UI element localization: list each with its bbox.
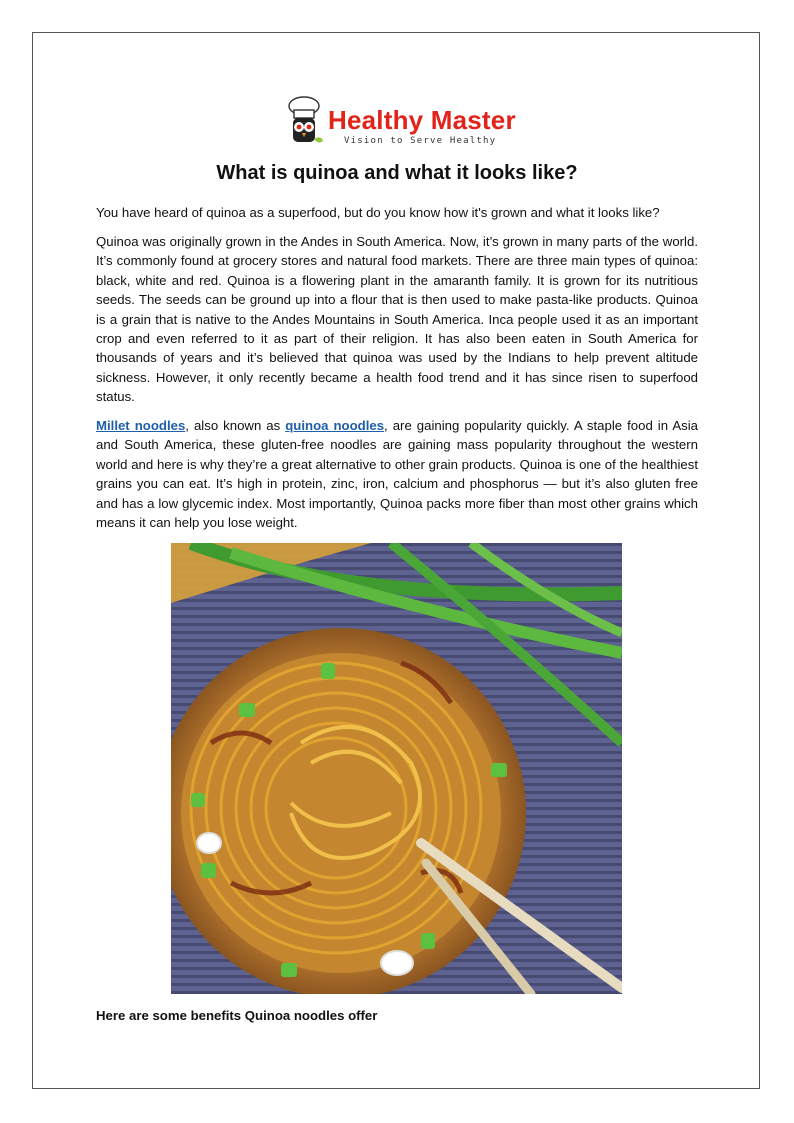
- chef-owl-icon: [284, 95, 328, 151]
- intro-paragraph: You have heard of quinoa as a superfood, but do you know how it's grown and what it looks like?: [96, 205, 660, 220]
- quinoa-origin-paragraph: Quinoa was originally grown in the Andes in South America. Now, it’s grown in many parts of the world. It’s commonly found at grocery stores and natural food markets. There are three main types of quinoa: black, white and red. Quinoa is a flowering plant in the amaranth family. It is grown for its nutritious seeds. The seeds can be ground up into a flour that is then used to make pasta-like products. Quinoa is a grain that is native to the Andes Mountains in South America. Inca people used it as an important crop and even referred to it as part of their religion. It has also been eaten in South America for thousands of years and it’s believed that quinoa was used by the Indians to help prevent altitude sickness. However, it only recently became a health food trend and it has since risen to superfood status.: [96, 234, 698, 405]
- millet-noodles-link[interactable]: Millet noodles: [96, 418, 186, 433]
- quinoa-noodles-link[interactable]: quinoa noodles: [285, 418, 385, 433]
- noodles-paragraph: [96, 416, 698, 532]
- brand-tagline: Vision to Serve Healthy: [344, 136, 497, 146]
- noodle-bowl-photo: [171, 543, 622, 994]
- page-title: What is quinoa and what it looks like?: [216, 162, 578, 184]
- paragraph-text: , are gaining popularity quickly. A staple food in Asia and South America, these gluten-free noodles are gaining mass popularity throughout the western world and here is why they’re a great alternative to other grain products. Quinoa is one of the healthiest grains you can eat. It’s high in protein, zinc, iron, calcium and phosphorus — but it’s also gluten free and has a low glycemic index. Most importantly, Quinoa packs more fiber than most other grains which means it can help you lose weight.: [96, 418, 698, 531]
- brand-logo[interactable]: [284, 95, 524, 151]
- benefits-subheading: Here are some benefits Quinoa noodles offer: [96, 1008, 378, 1023]
- brand-name: Healthy Master: [328, 105, 516, 135]
- paragraph-text: , also known as: [185, 418, 286, 433]
